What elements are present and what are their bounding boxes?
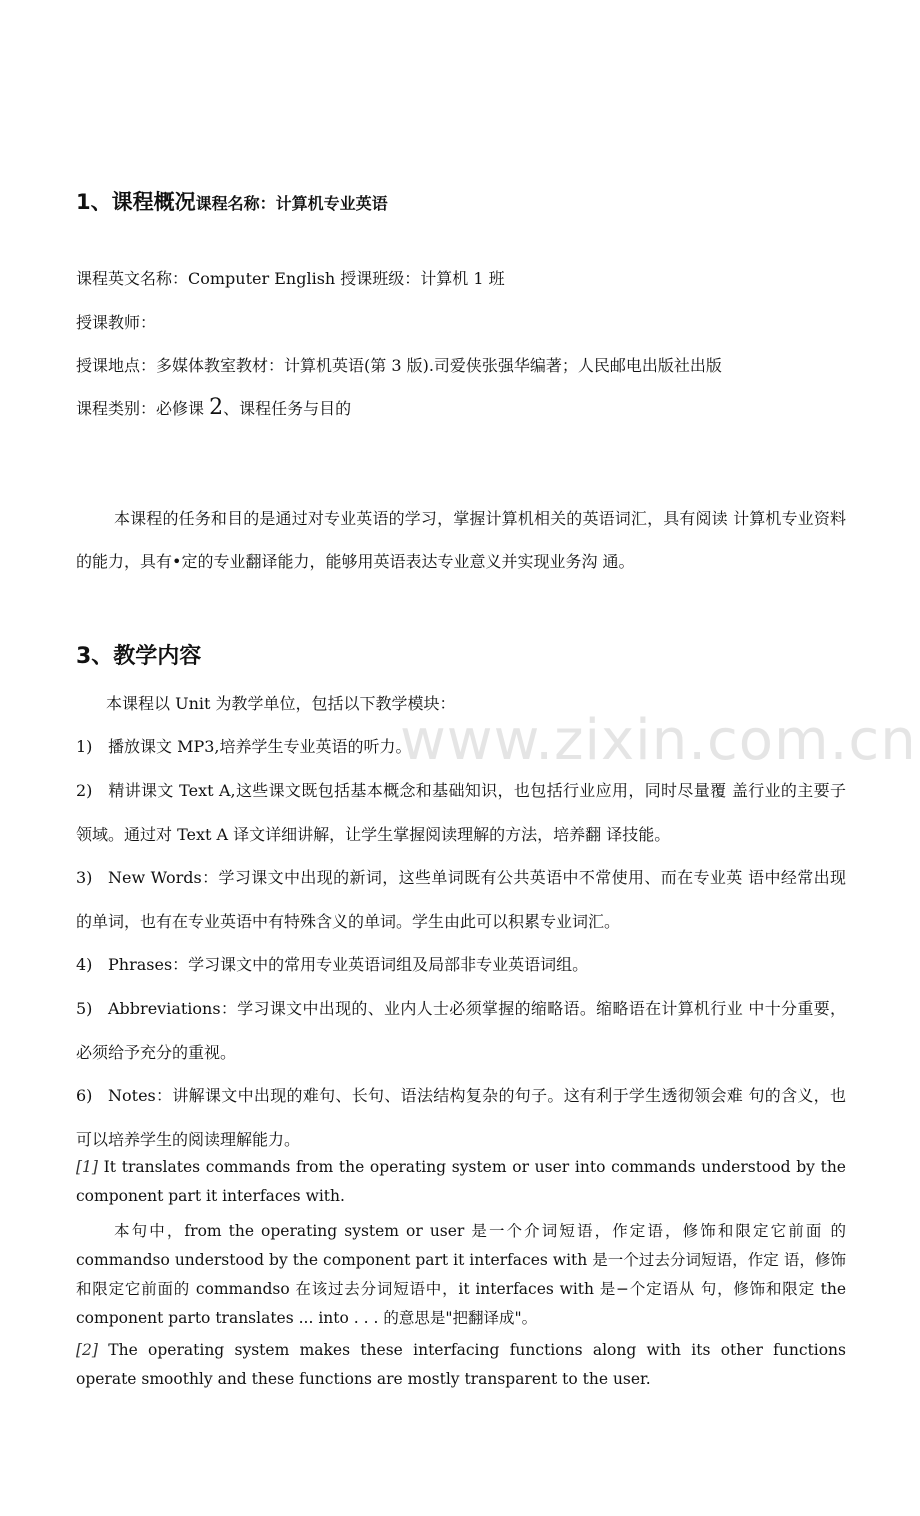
section-1-title: 1、课程概况 [76,190,196,214]
note-text: The operating system makes these interfacing functions along with its other functions operate smoothly and these functions are mostly transparent to the user. [76,1341,846,1388]
list-item [76,769,846,857]
list-item-number: 6) [76,1086,93,1105]
teaching-content-intro: 本课程以 Unit 为教学单位，包括以下教学模块： [106,694,456,713]
course-english-name-line: 课程英文名称：Computer English 授课班级：计算机 1 班 [76,269,505,288]
list-item-number: 3) [76,868,93,887]
course-type-line [76,395,846,420]
list-item [76,856,846,944]
teacher-line: 授课教师： [76,313,157,332]
list-item-number: 4) [76,955,93,974]
course-type: 课程类别：必修课 [76,399,210,418]
note-text: It translates commands from the operating system or user into commands understood by the component part it interfaces with. [76,1158,846,1205]
list-item-text: Notes：讲解课文中出现的难句、长句、语法结构复杂的句子。这有利于学生透彻领会难 句的含义，也可以培养学生的阅读理解能力。 [76,1086,846,1149]
list-item-text: 精讲课文 Text A,这些课文既包括基本概念和基础知识，也包括行业应用，同时尽量覆 盖行业的主要子领域。通过对 Text A 译文详细讲解，让学生掌握阅读理解的方法，培养翻 译技能。 [76,781,846,844]
list-item-text: Abbreviations：学习课文中出现的、业内人士必须掌握的缩略语。缩略语在计算机行业 中十分重要，必须给予充分的重视。 [76,999,846,1062]
list-item-text: Phrases：学习课文中的常用专业英语词组及局部非专业英语词组。 [108,955,589,974]
course-purpose-paragraph: 本课程的任务和目的是通过对专业英语的学习，掌握计算机相关的英语词汇，具有阅读 计算机专业资料的能力，具有•定的专业翻译能力，能够用英语表达专业意义并实现业务沟 通。 [76,509,846,571]
note-1-explanation: 本句中，from the operating system or user 是一个介词短语，作定语，修饰和限定它前面 的 commandso understood by the component part it interfaces with 是一个过去分词短语，作定 语，修饰和限定它前面的 commandso 在该过去分词短语中，it interfaces with 是−个定语从 句，修饰和限定 the component parto translates ... into . . . 的意思是"把翻译成"。 [76,1222,846,1327]
list-item-text: 播放课文 MP3,培养学生专业英语的听力。 [108,737,412,756]
list-item-number: 2) [76,781,93,800]
course-name: 课程名称：计算机专业英语 [195,194,388,213]
note-2 [76,1336,846,1394]
list-item [76,1074,846,1162]
section-2-number: 2 [209,395,224,420]
note-marker: [2] [76,1341,98,1359]
list-item-number: 5) [76,999,93,1018]
list-item [76,943,846,987]
note-1 [76,1153,846,1211]
list-item-text: New Words：学习课文中出现的新词，这些单词既有公共英语中不常使用、而在专业英 语中经常出现的单词，也有在专业英语中有特殊含义的单词。学生由此可以积累专业词汇。 [76,868,846,931]
location-textbook-line: 授课地点：多媒体教室教材：计算机英语(第 3 版).司爱侠张强华编著；人民邮电出版社出版 [76,356,722,375]
watermark: www.zixin.com.cn [400,708,917,773]
section-1-heading [76,192,846,214]
section-3-heading: 3、教学内容 [76,644,202,669]
section-2-title: 、课程任务与目的 [223,399,352,418]
list-item-number: 1) [76,737,93,756]
list-item [76,987,846,1075]
note-marker: [1] [76,1158,98,1176]
